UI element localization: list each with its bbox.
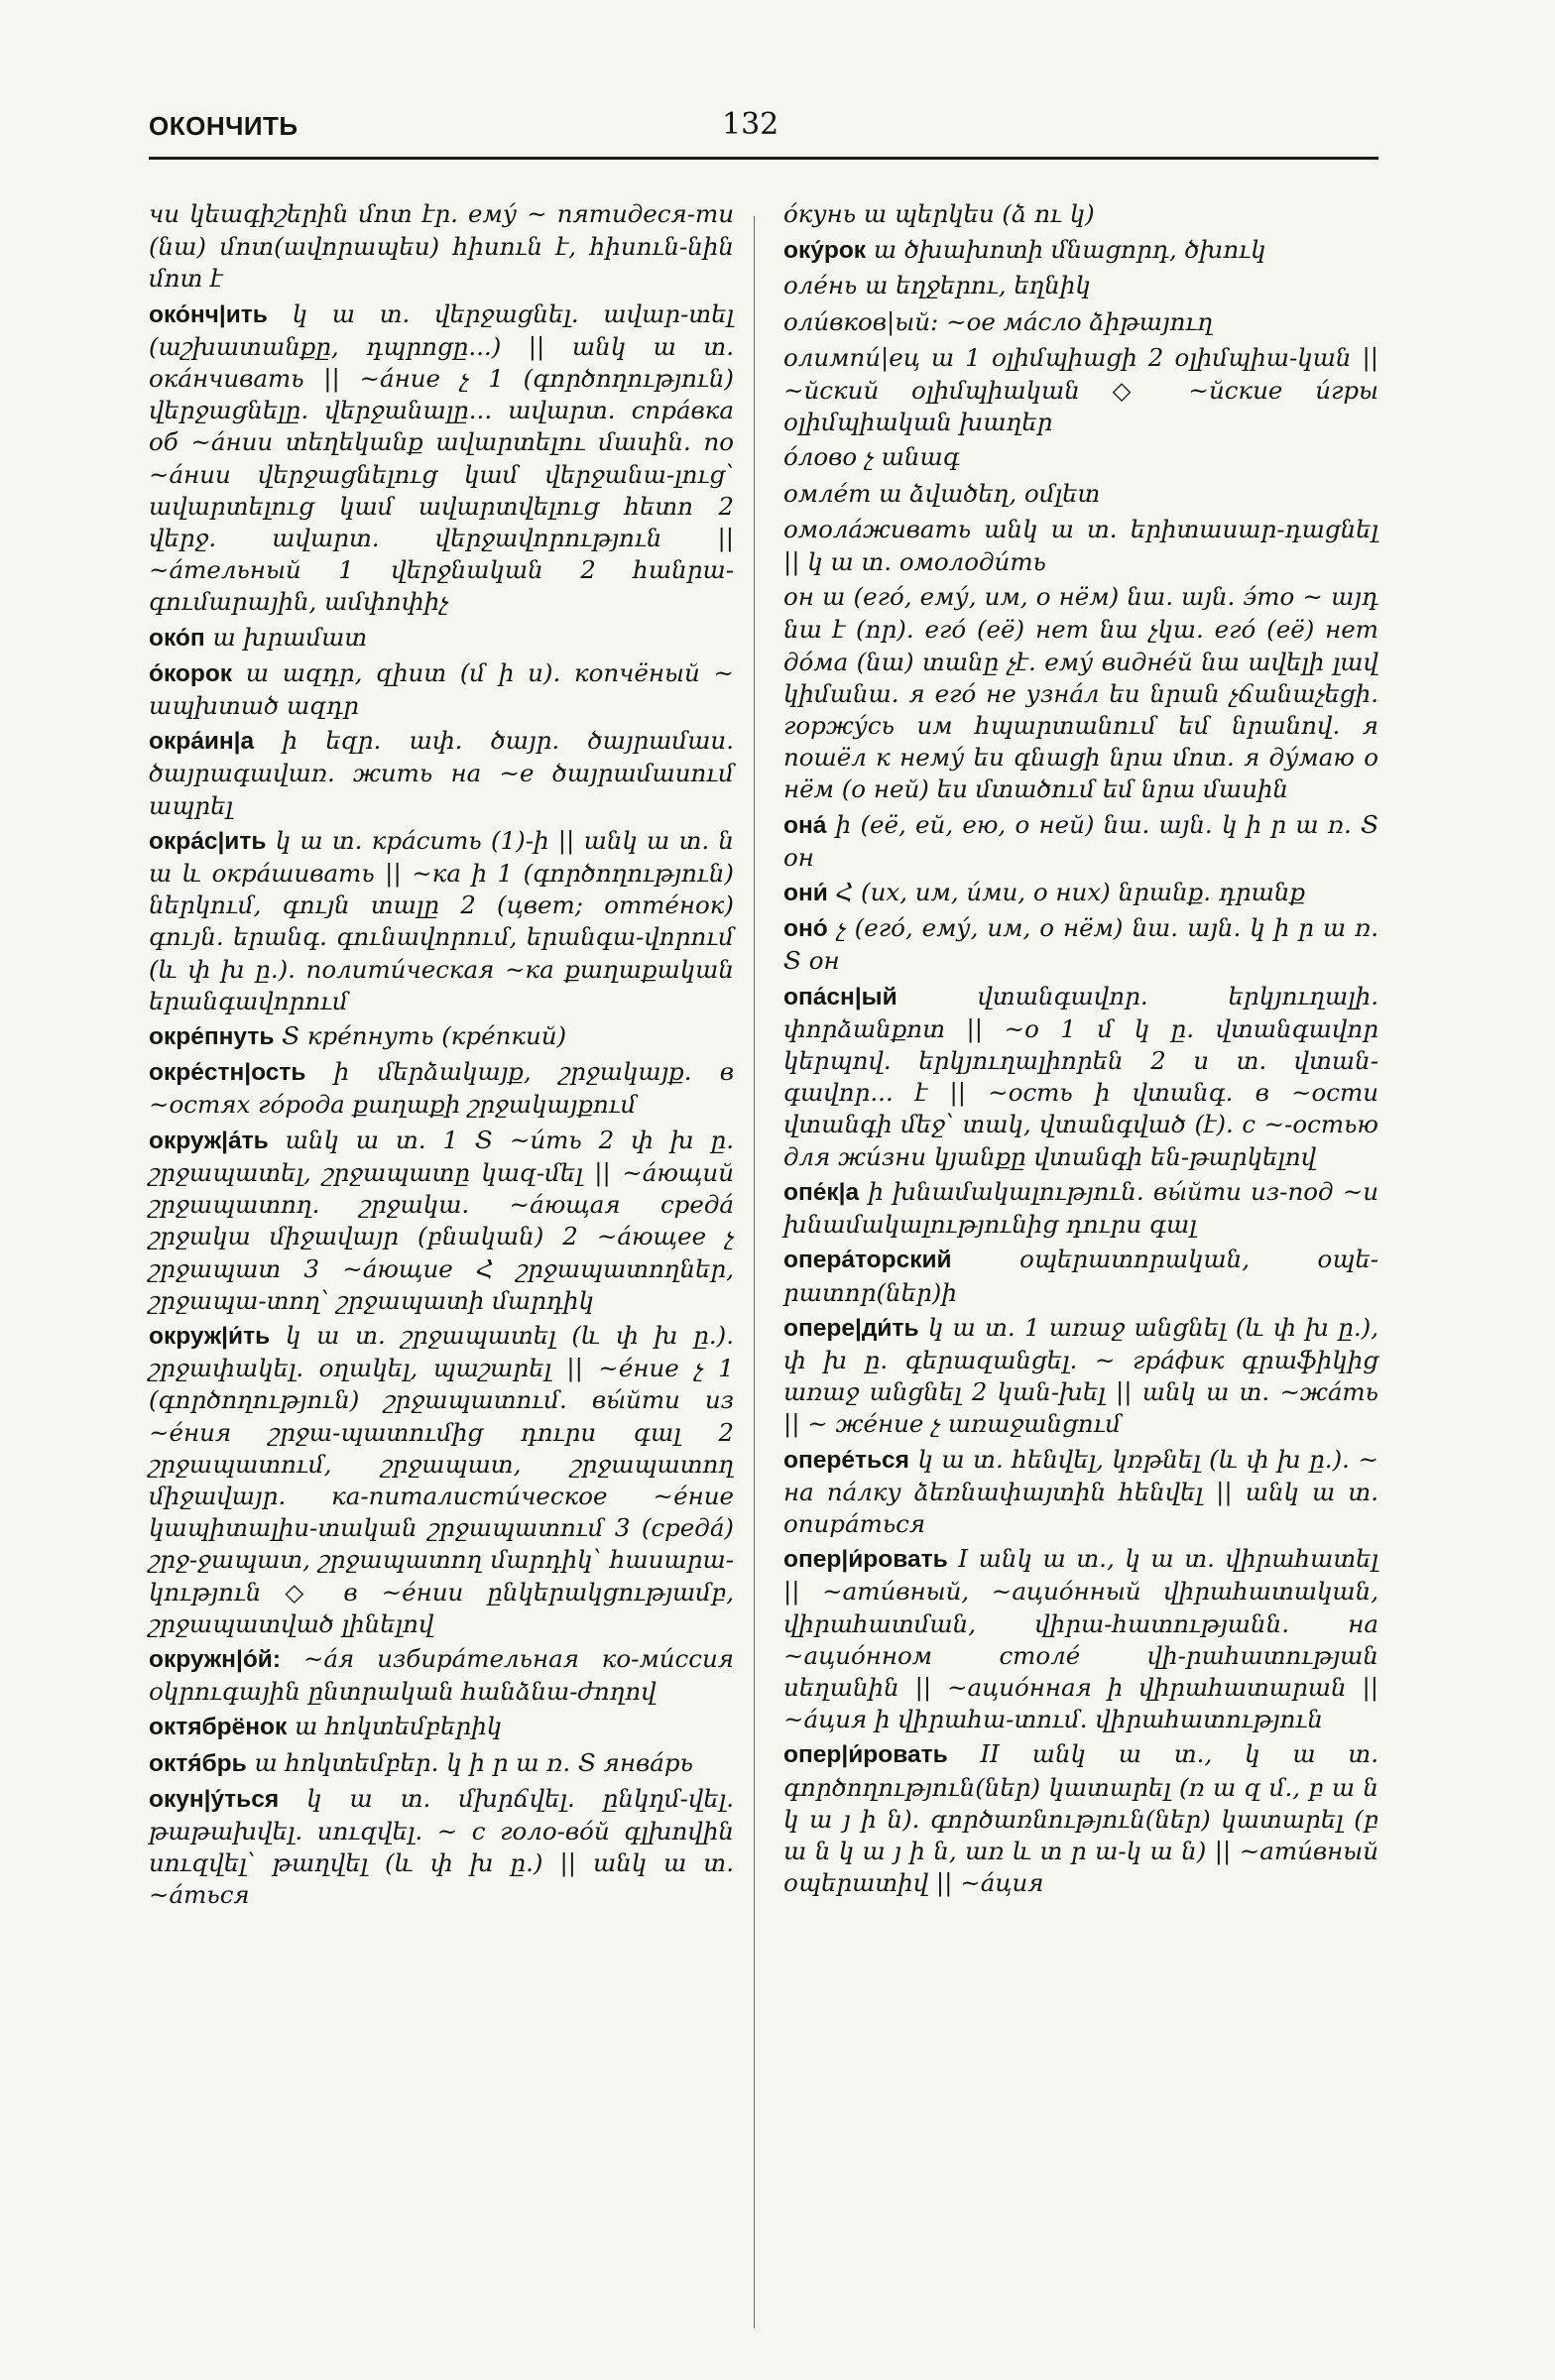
entry-text: оли́вков|ый: ~ое ма́сло ձիթայուղ — [783, 306, 1213, 336]
headword: окре́пнуть — [149, 1023, 275, 1051]
dictionary-entry — [783, 981, 1378, 1173]
column-divider — [754, 216, 755, 2328]
dictionary-entry — [149, 1643, 734, 1708]
entry-text: չ (его́, ему́, им, о нём) նա. այն. կ ի ր ա ռ. Տ он — [783, 913, 1378, 976]
headword: око́нч|ить — [149, 300, 268, 328]
entry-text: ի եզր. ափ. ծայր. ծայրամաս. ծայրագավառ. жить на ~е ծայրամասում ապրել — [149, 726, 734, 820]
dictionary-entry — [149, 622, 734, 654]
headword: око́п — [149, 624, 205, 652]
dictionary-entry — [783, 441, 1378, 474]
headword: опа́сн|ый — [783, 983, 897, 1011]
headword: октя́брь — [149, 1749, 247, 1777]
entry-text: ի (её, ей, ею, о ней) նա. այն. կ ի ր ա ռ. Տ он — [783, 809, 1378, 872]
dictionary-entry — [149, 657, 734, 722]
entry-text: II անկ ա տ., կ ա տ. գործողություն(ներ) կատարել (ռ ա զ մ., բ ա ն կ ա յ ի ն). գործառնություն(ներ) կատարել (բ ա ն կ ա յ ի ն, առ և տ ր ա-կ ա ն) || ~ати́вный օպերատիվ || ~а́ция — [783, 1739, 1378, 1898]
entry-text: ա հոկտեմբերիկ — [295, 1712, 503, 1741]
dictionary-entry — [783, 809, 1378, 874]
dictionary-entry — [149, 725, 734, 822]
dictionary-entry — [149, 1125, 734, 1317]
headword: опера́торский — [783, 1247, 952, 1274]
dictionary-entry — [149, 1711, 734, 1743]
dictionary-entry — [783, 342, 1378, 439]
headword: опер|и́ровать — [783, 1741, 948, 1769]
entry-text: կ ա տ. 1 առաջ անցնել (և փ խ ը.), փ խ ը. գերազանցել. ~ гра́фик գրաֆիկից առաջ անցնել 2 կան-խել || անկ ա տ. ~жа́ть || ~ же́ние չ առաջանցում — [783, 1312, 1378, 1439]
headword: окун|у́ться — [149, 1785, 280, 1813]
dictionary-entry — [783, 1444, 1378, 1541]
dictionary-entry — [783, 478, 1378, 511]
dictionary-entry — [783, 1312, 1378, 1441]
dictionary-entry — [149, 1020, 734, 1053]
running-head: ОКОНЧИТЬ — [149, 111, 299, 141]
dictionary-entry — [783, 270, 1378, 302]
entry-text: о́кунь ա պերկես (ձ ու կ) — [783, 199, 1095, 228]
dictionary-entry — [149, 1747, 734, 1780]
entry-text: Հ (их, им, и́ми, о них) նրանք. դրանք — [835, 878, 1306, 907]
dictionary-entry — [149, 1320, 734, 1640]
entry-text: олимпи́|ец ա 1 օլիմպիացի 2 օլիմպիա-կան || ~йский օլիմպիական ◇ ~йские и́гры օլիմպիական խաղեր — [783, 342, 1378, 437]
entry-text: ա ազդր, զիստ (մ ի ս). копчёный ~ ապխտած ազդր — [149, 657, 734, 721]
dictionary-entry — [783, 514, 1378, 578]
entry-text: կ ա տ. кра́сить (1)-ի || անկ ա տ. ն ա և окра́шивать || ~ка ի 1 (գործողություն) ներկում, գույն տալը 2 (цвет; отте́нок) գույն. երանգ. գունավորում, երանգա-վորում (և փ խ ը.). полити́ческая ~ка քաղաքական երանգավորում — [149, 825, 734, 1015]
headword: октябрёнок — [149, 1714, 288, 1741]
entry-text: Տ кре́пнуть (кре́пкий) — [282, 1021, 567, 1051]
dictionary-entry — [149, 1056, 734, 1121]
headword: окружн|о́й: — [149, 1645, 282, 1673]
page-number: 132 — [722, 107, 779, 142]
header-rule — [149, 157, 1378, 160]
dictionary-entry — [149, 298, 734, 619]
left-column — [149, 198, 734, 1915]
headword: оно́ — [783, 915, 828, 943]
right-column — [783, 198, 1378, 1902]
headword: опе́к|а — [783, 1178, 860, 1206]
dictionary-entry — [783, 912, 1378, 977]
dictionary-entry — [783, 1738, 1378, 1899]
headword: они́ — [783, 880, 828, 907]
entry-text: կ ա տ. վերջացնել. ավար-տել (աշխատանքը, դպրոցը...) || անկ ա տ. ока́нчивать || ~а́ние չ 1 (գործողություն) վերջացնելը. վերջանալը... ավարտ. спра́вка об ~а́нии տեղեկանք ավարտելու մասին. по ~а́нии վերջացնելուց կամ վերջանա-լուց՝ ավարտելուց կամ ավարտվելուց հետո 2 վերջ. ավարտ. վերջավորություն || ~а́тельный 1 վերջնական 2 հանրա-գումարային, ամփոփիչ — [149, 298, 734, 617]
dictionary-entry — [783, 877, 1378, 909]
dictionary-entry — [149, 1783, 734, 1912]
headword: опере́ться — [783, 1446, 909, 1474]
entry-text: I անկ ա տ., կ ա տ. վիրահատել || ~ати́вный, ~ацио́нный վիրահատական, վիրահատման, վիրա-հատությանն. на ~ацио́нном столе́ վի-րահատության սեղանին || ~ацио́нная ի վիրահատարան || ~а́ция ի վիրահա-տում. վիրահատություն — [783, 1544, 1378, 1734]
entry-text: ~а́я избира́тельная ко-ми́ссия օկրուգային ընտրական հանձնա-ժողով — [149, 1643, 734, 1707]
entry-text: он ա (его́, ему́, им, о нём) նա. այն. э́то ~ այդ նա է (որ). его́ (её) нет նա չկա. его́ (её) нет до́ма (նա) տանը չէ. ему́ видне́й նա ավելի լավ կիմանա. я его́ не узна́л ես նրան չճանաչեցի. горжу́сь им հպարտանում եմ նրանով. я пошёл к нему́ ես գնացի նրա մոտ. я ду́маю о нём (о ней) ես մտածում եմ նրա մասին — [783, 582, 1378, 804]
headword: окра́ин|а — [149, 728, 255, 756]
entry-text: կ ա տ. հենվել, կռթնել (և փ խ ը.). ~ на па́лку ձեռնափայտին հենվել || անկ ա տ. опира́ться — [783, 1444, 1378, 1538]
entry-text: ի խնամակալություն. вы́йти из-под ~и խնամակալությունից դուրս գալ — [783, 1176, 1379, 1240]
entry-text: оле́нь ա եղջերու, եղնիկ — [783, 271, 1091, 300]
entry-text: омола́живать անկ ա տ. երիտասար-դացնել || կ ա տ. омолоди́ть — [783, 514, 1378, 577]
dictionary-entry — [149, 825, 734, 1017]
entry-text: ի մերձակայք, շրջակայք. в ~остях го́рода քաղաքի շրջակայքում — [149, 1057, 734, 1120]
entry-text: ա ծխախոտի մնացորդ, ծխուկ — [873, 235, 1266, 265]
dictionary-entry — [783, 306, 1378, 339]
dictionary-entry — [783, 198, 1378, 231]
dictionary-entry — [783, 234, 1378, 267]
headword: оку́рок — [783, 237, 867, 265]
entry-text: ա խրամատ — [212, 622, 368, 652]
dictionary-entry — [783, 581, 1378, 805]
dictionary-entry — [783, 1244, 1378, 1308]
entry-text: օպերատորական, օպե-րատոր(ներ)ի — [783, 1245, 1378, 1307]
entry-text: чи կեագիշերին մոտ էր. ему́ ~ пятидеся-ти (նա) մոտ(ավորապես) հիսուն է, հիսուն-նին մոտ է — [149, 199, 734, 294]
entry-text: վտանգավոր. երկյուղալի. փորձանքոտ || ~о 1 մ կ ը. վտանգավոր կերպով. երկյուղալիորեն 2 ս տ. վտան-գավոր... է || ~ость ի վտանգ. в ~ости վտանգի մեջ՝ տակ, վտանգված (է). с ~-остью для жи́зни կյանքը վտանգի են-թարկելով — [783, 981, 1378, 1171]
entry-text: ա հոկտեմբեր. կ ի ր ա ռ. Տ янва́рь — [254, 1747, 693, 1777]
dictionary-entry — [783, 1543, 1378, 1735]
dictionary-entry — [783, 1176, 1378, 1241]
headword: она́ — [783, 811, 827, 839]
headword: о́корок — [149, 659, 233, 687]
entry-text: омле́т ա ձվածեղ, օմլետ — [783, 478, 1101, 508]
headword: опер|и́ровать — [783, 1546, 948, 1574]
headword: окруж|и́ть — [149, 1322, 271, 1350]
entry-text: о́лово չ անագ — [783, 442, 960, 472]
entry-text: անկ ա տ. 1 Տ ~и́ть 2 փ խ ը. շրջապատել, շրջապատը կազ-մել || ~а́ющий շրջապատող. շրջակա. ~а́ющая среда́ շրջակա միջավայր (բնական) 2 ~а́ющее չ շրջապատ 3 ~а́ющие Հ շրջապատողներ, շրջապա-տող՝ շրջապատի մարդիկ — [149, 1125, 734, 1315]
entry-text: կ ա տ. շրջապատել (և փ խ ը.). շրջափակել. օղակել, պաշարել || ~е́ние չ 1 (գործողություն) շրջապատում. вы́йти из ~е́ния շրջա-պատումից դուրս գալ 2 շրջապատում, շրջապատ, շրջապատող միջավայր. ка-питалисти́ческое ~е́ние կապիտալիս-տական շրջապատում 3 (среда́) շրջ-ջապատ, շրջապատող մարդիկ՝ հասարա-կություն ◇ в ~е́нии ընկերակցությամբ, շրջապատված լինելով — [149, 1320, 734, 1638]
dictionary-entry — [149, 198, 734, 296]
headword: окруж|а́ть — [149, 1127, 269, 1154]
entry-text: կ ա տ. մխրճվել. ընկղմ-վել. թաթախվել. սուզվել. ~ с голо-во́й գլխովին սուզվել՝ թաղվել (և փ խ ը.) || անկ ա տ. ~а́ться — [149, 1783, 734, 1910]
headword: окре́стн|ость — [149, 1059, 306, 1087]
headword: опере|ди́ть — [783, 1314, 919, 1342]
headword: окра́с|ить — [149, 827, 267, 855]
